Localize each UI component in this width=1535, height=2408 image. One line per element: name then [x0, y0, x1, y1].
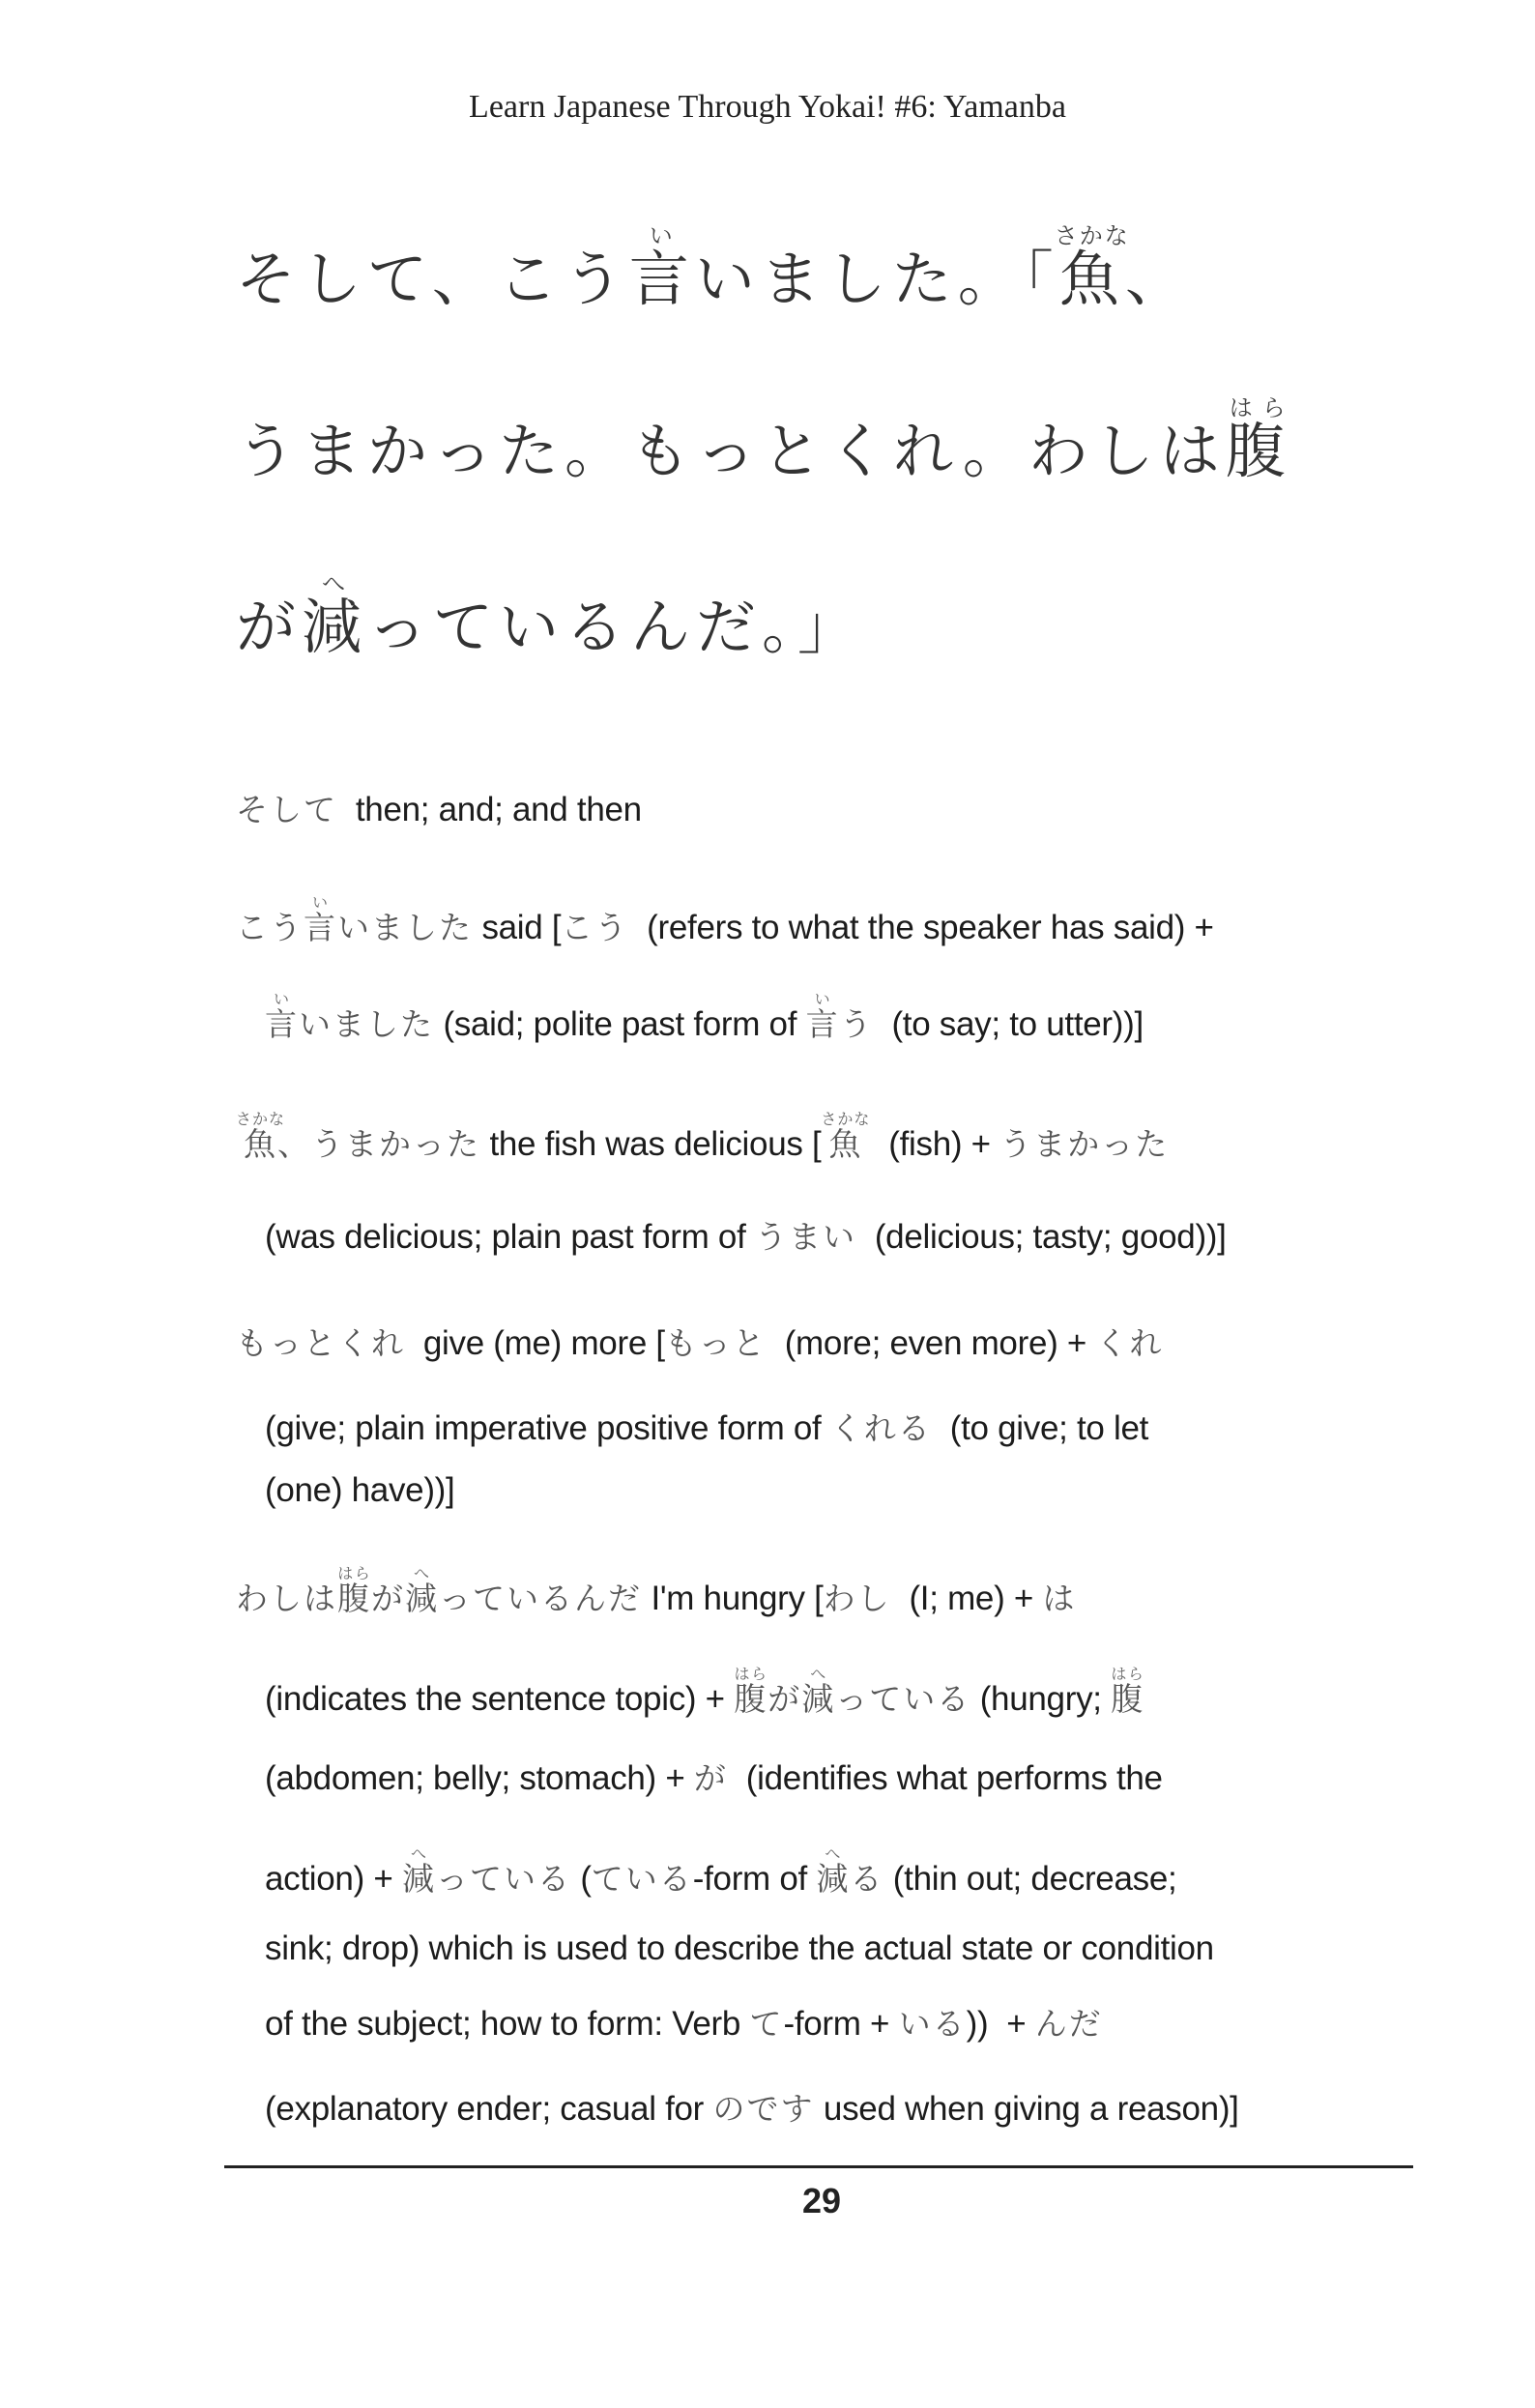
glossary-entry-soshite: そして then; and; and then: [236, 791, 642, 828]
glossary-entry-motto-kure: もっとくれ give (me) more [もっと (more; even more) + くれ: [236, 1324, 1164, 1362]
passage-line-1: [236, 222, 1191, 317]
glossary-entry-washi-wa-hara: わしは腹はらが減へっているんだ I'm hungry [わし (I; me) + は: [236, 1564, 1077, 1617]
glossary-entry-kou-iimashita: こう言いいました said [こう (refers to what the speaker has said) +: [236, 893, 1214, 946]
furigana-word: 言い: [628, 222, 695, 314]
passage-text: 、: [1124, 244, 1191, 314]
glossary-entry-washi-wa-hara-cont-5: of the subject; how to form: Verb て-form + いる)) + んだ: [265, 2005, 1103, 2043]
glossary-entry-washi-wa-hara-cont-3: action) + 減へっている (ている-form of 減へる (thin out; decrease;: [265, 1844, 1177, 1898]
glossary-entry-motto-kure-cont: (give; plain imperative positive form of くれる (to give; to let: [265, 1409, 1149, 1447]
glossary-entry-motto-kure-cont-2: (one) have))]: [265, 1471, 455, 1509]
passage-line-2: [236, 394, 1291, 489]
furigana-word: 魚さかな: [1054, 222, 1130, 314]
glossary-entry-washi-wa-hara-cont-6: (explanatory ender; casual for のです used when giving a reason)]: [265, 2090, 1239, 2128]
running-header: Learn Japanese Through Yokai! #6: Yamanba: [469, 89, 1066, 125]
glossary-entry-washi-wa-hara-cont: (indicates the sentence topic) + 腹はらが減へっている (hungry; 腹はら: [265, 1665, 1145, 1718]
glossary-entry-washi-wa-hara-cont-2: (abdomen; belly; stomach) + が (identifies what performs the: [265, 1759, 1163, 1797]
glossary-entry-washi-wa-hara-cont-4: sink; drop) which is used to describe the actual state or condition: [265, 1929, 1214, 1967]
passage-text: うまかった。もっとくれ。わしは: [236, 416, 1226, 486]
furigana-word: 腹はら: [1225, 394, 1291, 486]
furigana-word: 減へ: [302, 570, 368, 662]
passage-text: いました。「: [694, 244, 1059, 314]
glossary-entry-sakana-umakatta: 魚さかな、うまかった the fish was delicious [魚さかな (fish) + うまかった: [236, 1110, 1170, 1163]
glossary-entry-sakana-umakatta-cont: (was delicious; plain past form of うまい (delicious; tasty; good))]: [265, 1218, 1227, 1256]
passage-text: が: [236, 592, 303, 662]
glossary-entry-kou-iimashita-cont: 言いいました (said; polite past form of 言いう (to say; to utter))]: [265, 990, 1144, 1043]
footer-divider: [224, 2165, 1413, 2168]
passage-text: っているんだ。」: [367, 592, 864, 662]
page-number: 29: [801, 2181, 842, 2220]
passage-line-3: [236, 570, 863, 665]
passage-text: そして、こう: [236, 244, 629, 314]
